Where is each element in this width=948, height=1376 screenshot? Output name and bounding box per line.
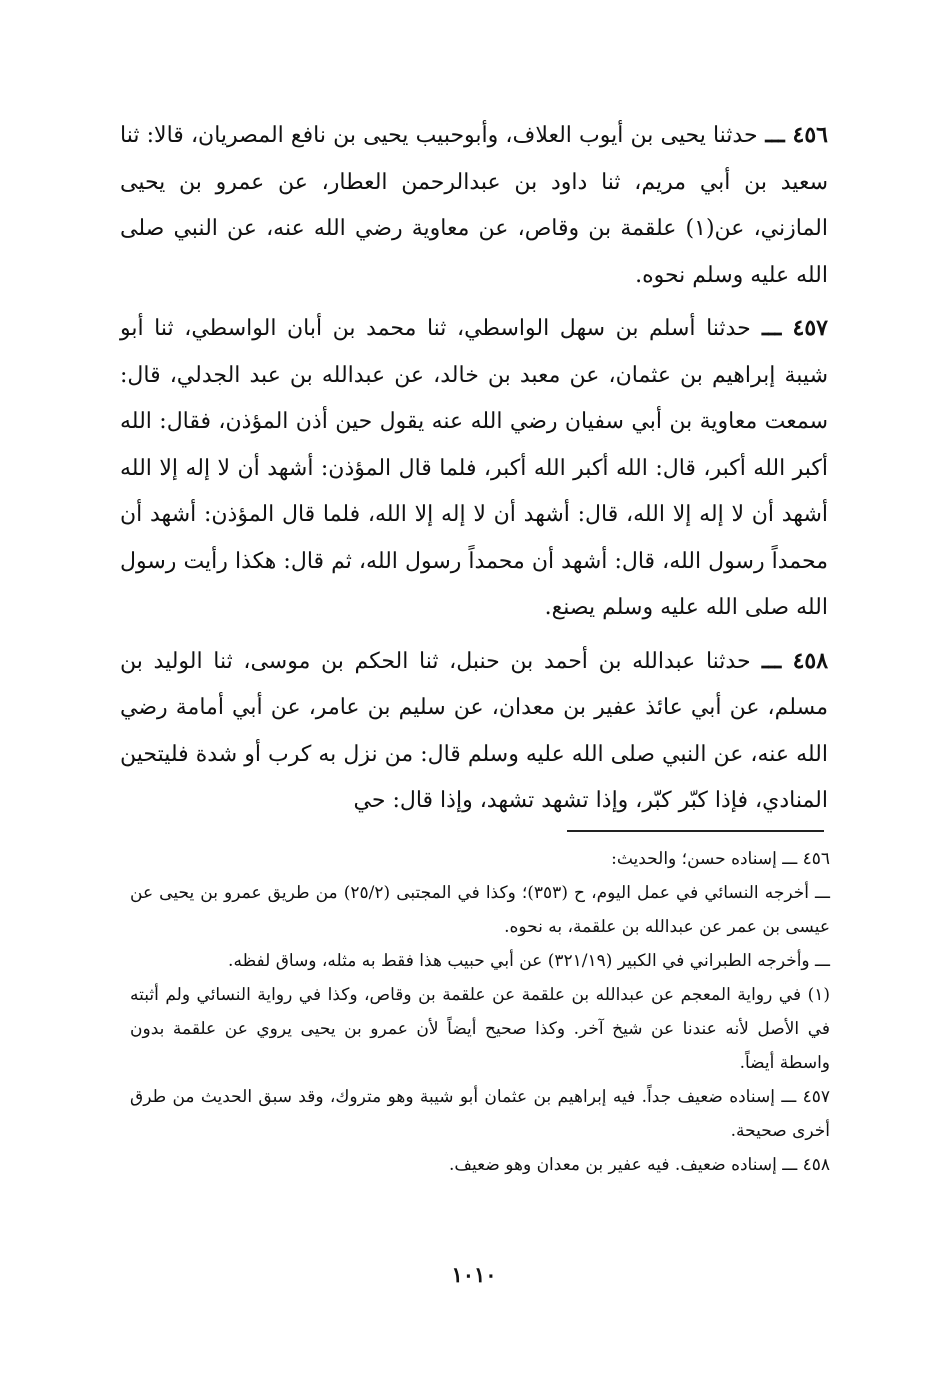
- hadith-text: حدثنا أسلم بن سهل الواسطي، ثنا محمد بن أبان الواسطي، ثنا أبو شيبة إبراهيم بن عثمان، عن معبد بن خالد، عن عبدالله بن عبد الجدلي، قال: سمعت معاوية بن أبي سفيان رضي الله عنه يقول حين أذن المؤذن، فقال: الله أكبر الله أكبر، قال: الله أكبر الله أكبر، فلما قال المؤذن: أشهد أن لا إله إلا الله أشهد أن لا إله إلا الله، قال: أشهد أن لا إله إلا الله، فلما قال المؤذن: أشهد أن محمداً رسول الله، قال: أشهد أن محمداً رسول الله، ثم قال: هكذا رأيت رسول الله صلى الله عليه وسلم يصنع.: [120, 316, 828, 620]
- footnote-458: [130, 1148, 830, 1182]
- hadith-457: [120, 305, 828, 632]
- footnote-456-source-1: [130, 876, 830, 944]
- footnote-label: ٤٥٨ ـــ: [776, 1155, 830, 1175]
- footnote-456-source-2: [130, 944, 830, 978]
- footnote-1: [130, 978, 830, 1080]
- footnote-text: إسناده ضعيف جداً. فيه إبراهيم بن عثمان أبو شيبة وهو متروك، وقد سبق الحديث من طرق أخرى صحيحة.: [130, 1087, 830, 1141]
- hadith-456: [120, 112, 828, 299]
- footnote-text: وأخرجه الطبراني في الكبير (٣٢١/١٩) عن أبي حبيب هذا فقط به مثله، وساق لفظه.: [228, 951, 810, 971]
- footnote-text: إسناده ضعيف. فيه عفير بن معدان وهو ضعيف.: [449, 1155, 777, 1175]
- footnote-text: إسناده حسن؛ والحديث:: [611, 849, 777, 869]
- footnote-separator: [567, 830, 824, 832]
- footnote-label: ٤٥٧ ـــ: [774, 1087, 831, 1107]
- hadith-dash: ـــ: [750, 647, 793, 674]
- footnote-label: ٤٥٦ ـــ: [776, 849, 830, 869]
- footnote-text: في رواية المعجم عن عبدالله بن علقمة عن علقمة بن وقاص، وكذا في رواية النسائي ولم أثبته في الأصل لأنه عندنا عن شيخ آخر. وكذا صحيح أيضاً لأن عمرو بن يحيى يروي عن علقمة بدون واسطة أيضاً.: [130, 985, 830, 1073]
- page-number: ١٠١٠: [451, 1262, 497, 1287]
- footnote-label: ـــ: [809, 951, 830, 971]
- footnote-text: أخرجه النسائي في عمل اليوم، ح (٣٥٣)؛ وكذا في المجتبى (٢٥/٢) من طريق عمرو بن يحيى عن عيسى بن عمر عن عبدالله بن علقمة، به نحوه.: [130, 883, 830, 937]
- hadith-dash: ـــ: [750, 315, 793, 341]
- hadith-text: حدثنا يحيى بن أيوب العلاف، وأبوحبيب يحيى بن نافع المصريان، قالا: ثنا سعيد بن أبي مريم، ثنا داود بن عبدالرحمن العطار، عن عمرو بن يحيى المازني، عن(١) علقمة بن وقاص، عن معاوية رضي الله عنه، عن النبي صلى الله عليه وسلم نحوه.: [120, 123, 828, 288]
- hadith-458: [120, 638, 828, 825]
- footnote-label: ـــ: [808, 883, 831, 903]
- hadith-text: حدثنا عبدالله بن أحمد بن حنبل، ثنا الحكم بن موسى، ثنا الوليد بن مسلم، عن أبي عائذ عفير بن معدان، عن سليم بن عامر، عن أبي أمامة رضي الله عنه، عن النبي صلى الله عليه وسلم قال: من نزل به كرب أو شدة فليتحين المنادي، فإذا كبّر كبّر، وإذا تشهد تشهد، وإذا قال: حي: [120, 648, 828, 813]
- hadith-number: ٤٥٦: [792, 122, 828, 148]
- hadith-number: ٤٥٨: [792, 647, 829, 674]
- footnotes: [130, 842, 830, 1182]
- footnote-457: [130, 1080, 830, 1148]
- footnote-456: [130, 842, 830, 876]
- footnote-label: (١): [801, 985, 830, 1005]
- hadith-body: [120, 112, 828, 831]
- hadith-dash: ـــ: [757, 122, 793, 148]
- hadith-number: ٤٥٧: [792, 315, 828, 341]
